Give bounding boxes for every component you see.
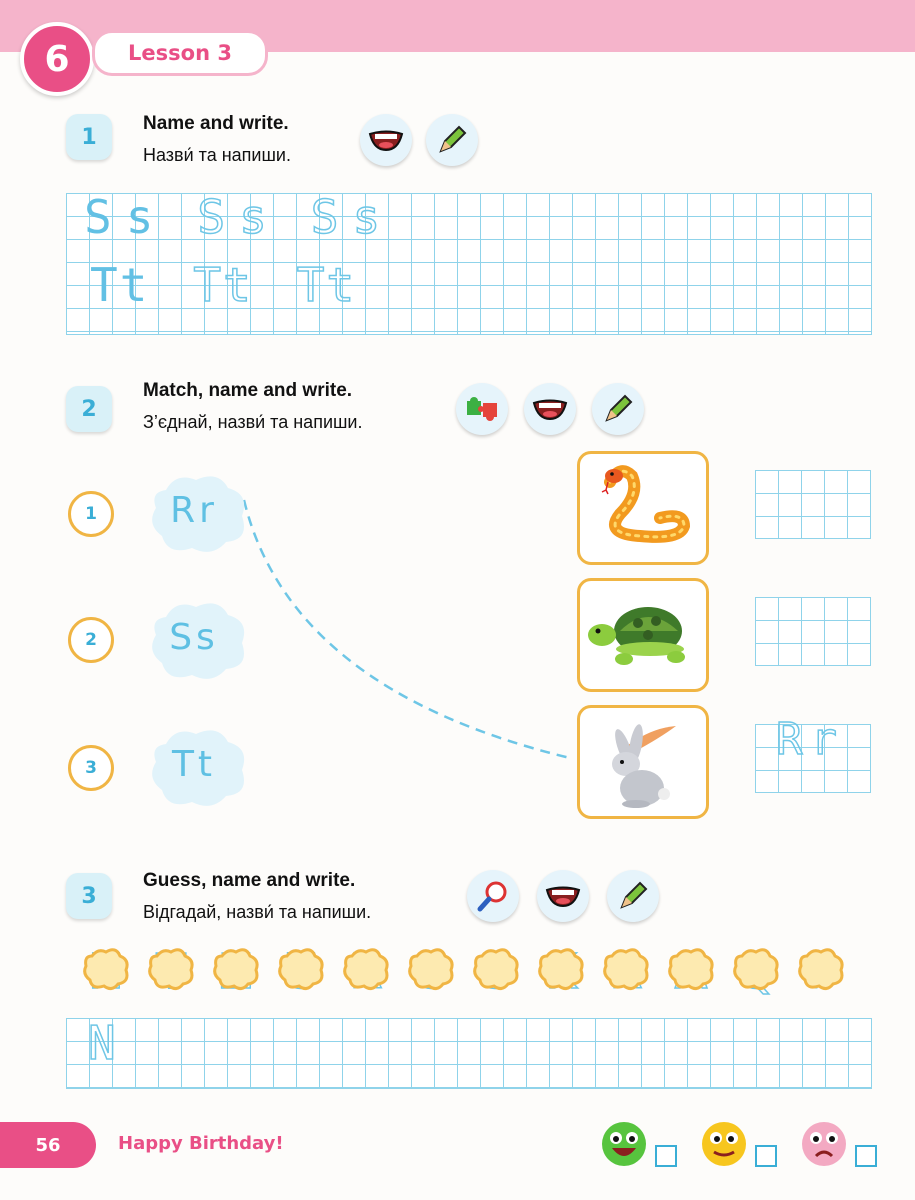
exercise-2-title-ua: З’єднай, назви́ та напиши. [143, 412, 363, 432]
traced-letters-tt-solid: Tt [90, 258, 150, 312]
hidden-letter-10 [667, 940, 723, 1002]
hidden-letter-9 [602, 940, 658, 1002]
cloud-sticker-icon [667, 946, 715, 992]
turtle-icon [580, 581, 706, 689]
item-3-number: 3 [68, 745, 114, 791]
hidden-letters-row [82, 940, 862, 1002]
traced-letters-tt-2: Tt [296, 258, 357, 312]
pencil-icon [426, 114, 478, 166]
cloud-sticker-icon [212, 946, 260, 992]
puzzle-icon [456, 383, 508, 435]
cloud-sticker-icon [407, 946, 455, 992]
exercise-1-title-ua: Назви́ та напиши. [143, 145, 291, 165]
unit-title: Happy Birthday! [118, 1133, 284, 1154]
item-2-number: 2 [68, 617, 114, 663]
cloud-sticker-icon [537, 946, 585, 992]
speaking-mouth-icon [537, 870, 589, 922]
example-answer-rr: Rr [776, 714, 845, 765]
answer-grid-1[interactable] [755, 470, 871, 539]
hidden-letter-3 [212, 940, 268, 1002]
exercise-3-title-ua: Відгадай, назви́ та напиши. [143, 902, 372, 922]
hidden-letter-12 [797, 940, 853, 1002]
exercise-3-number: 3 [66, 873, 112, 919]
exercise-3-writing-grid[interactable] [66, 1018, 872, 1089]
hidden-letter-11 [732, 940, 788, 1002]
hidden-letter-1 [82, 940, 138, 1002]
turtle-picture[interactable] [577, 578, 709, 692]
unit-number: 6 [20, 22, 94, 96]
pencil-icon [607, 870, 659, 922]
item-2-cloud [146, 597, 242, 677]
item-1-cloud [146, 470, 242, 550]
sad-face-icon [800, 1120, 848, 1172]
magnifier-icon [467, 870, 519, 922]
cloud-sticker-icon [82, 946, 130, 992]
cloud-sticker-icon [147, 946, 195, 992]
pencil-icon [592, 383, 644, 435]
traced-letters-ss-2: Ss [310, 190, 395, 244]
happy-face-checkbox[interactable] [655, 1145, 677, 1167]
rabbit-picture[interactable] [577, 705, 709, 819]
snake-picture[interactable] [577, 451, 709, 565]
neutral-face-icon [700, 1120, 748, 1172]
traced-letters-ss-solid: Ss [84, 190, 168, 244]
exercise-1-title-en: Name and write. [143, 113, 289, 134]
cloud-sticker-icon [342, 946, 390, 992]
speaking-mouth-icon [524, 383, 576, 435]
match-line [230, 490, 590, 770]
traced-letters-tt-1: Tt [193, 258, 253, 312]
hidden-letter-2 [147, 940, 203, 1002]
neutral-face-checkbox[interactable] [755, 1145, 777, 1167]
item-3-cloud [146, 724, 242, 804]
hidden-letter-8 [537, 940, 593, 1002]
exercise-3-title-en: Guess, name and write. [143, 870, 356, 891]
hidden-letter-5 [342, 940, 398, 1002]
answer-grid-2[interactable] [755, 597, 871, 666]
hidden-letter-6 [407, 940, 463, 1002]
item-3-letters: Tt [171, 743, 217, 785]
happy-face-icon [600, 1120, 648, 1172]
traced-letters-ss-1: Ss [197, 190, 281, 244]
cloud-sticker-icon [602, 946, 650, 992]
example-answer-n: N [88, 1016, 130, 1070]
cloud-sticker-icon [732, 946, 780, 992]
cloud-sticker-icon [797, 946, 845, 992]
item-1-letters: Rr [170, 489, 218, 531]
rabbit-icon [580, 708, 706, 816]
cloud-sticker-icon [277, 946, 325, 992]
snake-icon [580, 454, 706, 562]
sad-face-checkbox[interactable] [855, 1145, 877, 1167]
hidden-letter-7 [472, 940, 528, 1002]
lesson-title: Lesson 3 [92, 30, 268, 76]
speaking-mouth-icon [360, 114, 412, 166]
exercise-2-title-en: Match, name and write. [143, 380, 353, 401]
exercise-2-number: 2 [66, 386, 112, 432]
cloud-sticker-icon [472, 946, 520, 992]
exercise-1-number: 1 [66, 114, 112, 160]
page-number: 56 [0, 1122, 96, 1168]
item-1-number: 1 [68, 491, 114, 537]
item-2-letters: Ss [169, 616, 219, 658]
hidden-letter-4 [277, 940, 333, 1002]
